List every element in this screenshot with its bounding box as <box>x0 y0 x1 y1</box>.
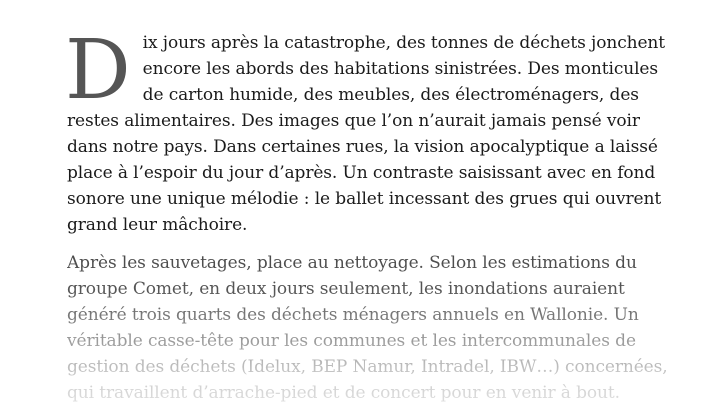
paragraph-1-text: ix jours après la catastrophe, des tonnes de déchets jonchent encore les abords des habitations sinistrées. Des monticules de carton humide, des meubles, des électroménagers, des restes alimentaires. Des images que l’on n’aurait jamais pensé voir dans notre pays. Dans certaines rues, la vision apocalyptique a laissé place à l’espoir du jour d’après. Un contraste saisissant avec en fond sonore une unique mélodie : le ballet incessant des grues qui ouvrent grand leur mâchoire. <box>67 33 666 235</box>
article-body <box>65 23 675 406</box>
article-paragraph-1 <box>65 23 675 238</box>
article-paragraph-2: Après les sauvetages, place au nettoyage. Selon les estimations du groupe Comet, en deux jours seulement, les inondations auraient généré trois quarts des déchets ménagers annuels en Wallonie. Un véritable casse-tête pour les communes et les intercommunales de gestion des déchets (Idelux, BEP Namur, Intradel, IBW…) concernées, qui travaillent d’arrache-pied et de concert pour en venir à bout. <box>67 250 675 406</box>
drop-cap: D <box>65 23 131 118</box>
